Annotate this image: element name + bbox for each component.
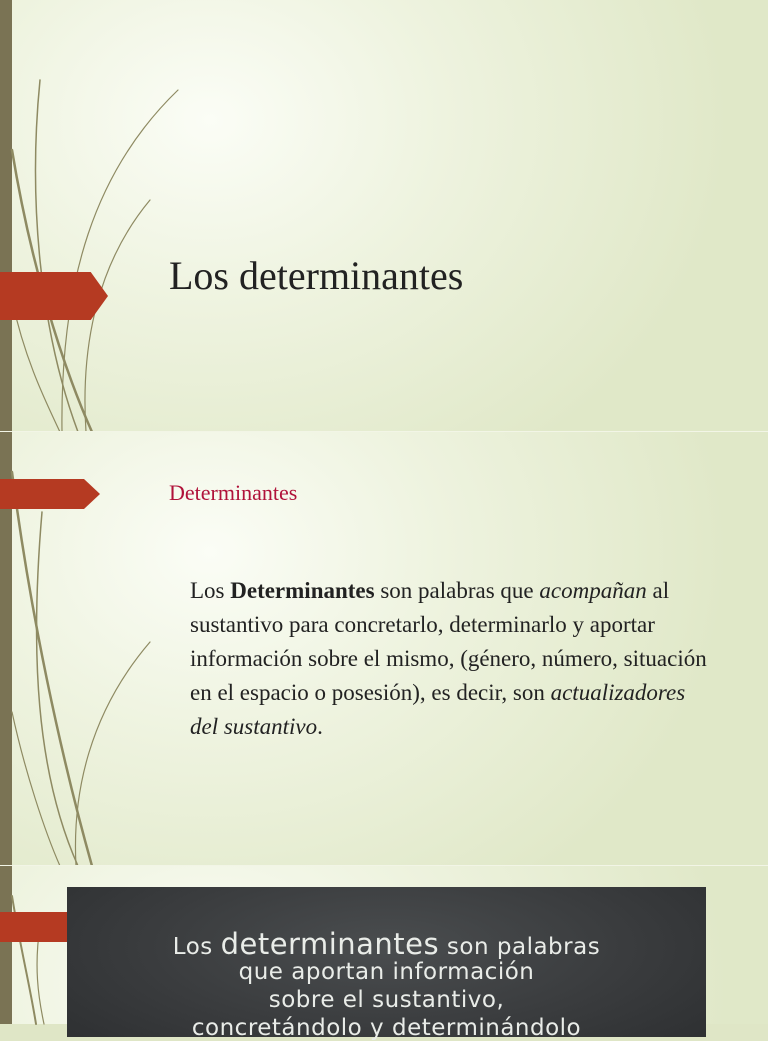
chalk-line-2: que aportan información	[238, 959, 535, 985]
title-slide	[0, 0, 768, 432]
chalkboard-image	[67, 887, 706, 1041]
accent-tag	[0, 912, 67, 942]
accent-tag	[0, 479, 100, 509]
definition-text: Los Determinantes son palabras que acompañan al sustantivo para concretarlo, determinarlo y aportar información sobre el mismo, (género, número, situación en el espacio o posesión), es decir, son actualizadores del sustantivo.	[190, 578, 707, 739]
chalkboard-slide	[0, 866, 768, 1041]
chalk-line-3: sobre el sustantivo,	[268, 987, 505, 1013]
definition-bullet	[169, 574, 709, 744]
chalk-line-1: Los determinantes son palabras	[172, 927, 601, 961]
section-title: Determinantes	[169, 480, 298, 505]
slide-title: Los determinantes	[169, 253, 464, 298]
accent-tag	[0, 272, 108, 320]
swirl-decoration	[0, 0, 200, 432]
chalk-line-4: concretándolo y determinándolo	[191, 1015, 582, 1041]
